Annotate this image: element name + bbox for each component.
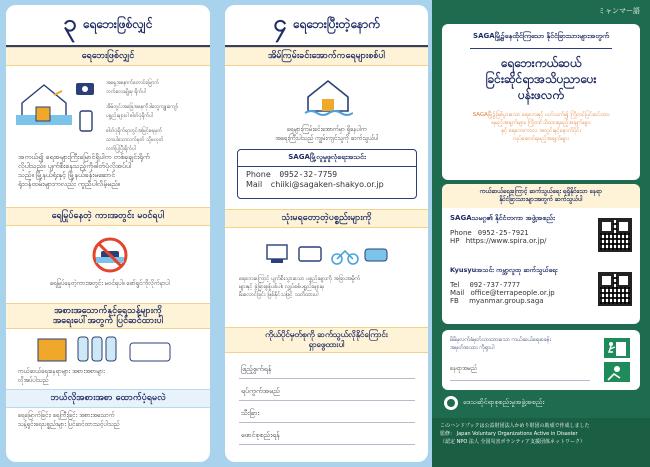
photo-tip-3: ဓါတ်ပုံရိုက်ရာတွင်အမြင့်ရေမှတ် သားပါသောလက်မှတ် သို့မဟုတ် လက်ပြပြီးရိုက်ပါ — [106, 128, 164, 152]
photo-tip-2: အိမ်တွင်းအခြေအနေကိုဒါတွေကျူးကျော် ပစ္စည်းများပါ ဓါတ်ပုံရိုက်ပါ — [106, 104, 179, 119]
org2-mail-label: Mail — [450, 289, 465, 297]
issuer-name: ဒေသဆိုင်ရာစုစည်းမှုအဖွဲ့အစည်း — [463, 398, 545, 406]
contacts-card — [442, 184, 640, 324]
panel2-title: ရေဘေးပြီးတဲ့နောက် — [292, 17, 380, 31]
contact-phone-label: Phone — [246, 170, 271, 179]
flooded-house-illustration — [14, 75, 74, 130]
org2-fb-label: FB — [450, 297, 459, 305]
panel1-header — [6, 5, 210, 47]
panel2-header — [225, 5, 428, 47]
notes-field-2[interactable] — [239, 381, 415, 403]
org2-fb-row — [450, 297, 590, 305]
notes-field-4-label: ဖောင်စုစည်းရန် — [241, 431, 280, 439]
panel1-section-heading-1: ရေဘေးဖြစ်လျှင် — [6, 47, 210, 66]
notes-field-2-line — [239, 400, 415, 401]
panel1-section-heading-4: ဘယ်လိုအစားအစာ ထောက်ပံ့ရမလဲ — [6, 389, 210, 408]
org2-tel[interactable]: 092-737-7777 — [469, 281, 521, 289]
org1-phone[interactable]: 0952-25-7921 — [477, 229, 529, 237]
contact-mail-value[interactable]: chiiki@sagaken-shakyo.or.jp — [270, 180, 384, 189]
notes-field-1-label: ဖြည့်စွက်ရန် — [241, 365, 272, 373]
panel-after-flood — [225, 5, 428, 462]
contact-mail-label: Mail — [246, 180, 263, 189]
personal-notes-fields — [239, 359, 415, 447]
notes-field-3[interactable] — [239, 403, 415, 425]
emergency-exit-icon — [602, 336, 632, 384]
contact-phone-row — [238, 167, 416, 179]
org1-block — [450, 214, 590, 245]
cover-main-title: ရေဘေးကယ်ဆယ် ခြင်းဆိုင်ရာအသိပညာပေး ပန်းဖလက် — [485, 56, 597, 102]
damaged-goods-icons — [265, 241, 389, 267]
footer-supervisor-en: Japan Voluntary Organizations Active in Disaster — [456, 431, 578, 437]
panel2-section-heading-2: သုံးမရတော့တဲ့ပစ္စည်းများကို — [225, 209, 428, 228]
panel2-section-heading-1: အိမ်ကြမ်းခင်းအောက်ကရေများစစ်ပါ — [225, 47, 428, 66]
panel1-section-heading-2: ရေမြုပ်နေတဲ့ ကားအတွင်း မဝင်ရပါ — [6, 207, 210, 226]
contact-box-title: SAGAမြို့လူမှုဖူလုံရေးအသင်း — [238, 150, 416, 167]
cover-divider — [470, 48, 612, 49]
org1-phone-label: Phone — [450, 229, 472, 237]
no-car-in-water-icon — [92, 237, 128, 273]
evacuation-field-line — [450, 380, 590, 381]
org1-hp-row — [450, 237, 590, 245]
panel1-section-heading-3: အစားအသောက်နှင့်ရေသန့်များကို အရေးပေါ်အတွက် ပြင်ဆင်ထားပါ — [6, 303, 210, 329]
panel1-number: ၃ — [63, 8, 77, 37]
notes-field-3-line — [239, 422, 415, 423]
org1-hp-label: HP — [450, 237, 460, 245]
contact-mail-row — [238, 179, 416, 189]
panel2-section-heading-3: ကိုယ်ပိုင်မှတ်စုကို ဆက်သွယ်လိုနိုင်ကြောင်း ရှာဖွေထားပါ — [225, 327, 428, 353]
org1-qr-code[interactable] — [598, 218, 632, 252]
emergency-supplies-illustration — [34, 333, 184, 365]
footer-supervisor-jp: （認定 NPO 法人 全国災害ボランティア支援団体ネットワーク） — [440, 439, 586, 445]
contact-phone-value[interactable]: 0952-32-7759 — [279, 170, 338, 179]
panel1-section3-text: ကယ်ဆယ်ရေးနေရာများ အစားအစာများ လိုအပ်ပါသည် — [18, 368, 105, 384]
evacuation-note-card — [442, 330, 640, 390]
house-floor-check-illustration — [303, 77, 353, 117]
panel2-section2-text: ရေဘေးကြောင့် ပျက်စီးသွားသော ပစ္စည်းများကို အခြားအမှိုက် များနှင့် ခွဲခြားစွန့်ပစ်ပါ။ လျှပ်စစ်ပစ္စည်းများမှ မီးလောင်ခြင်း ဖြစ်နိုင်သဖြင့် သတိထားပါ — [239, 276, 361, 298]
cover-subtitle: SAGAမြို့၌ဖြစ်ပွားသော ရေဘေးနှင့် ပတ်သက်၍ ကြိုတင်ပြင်ဆင်ထား ရမည့်အချက်များ၊ ကြိုတင်သိထားရမည့်အချက်များ နှင့် ရေဘေးကာလ အတွင်းနှင့်နောက်ပိုင်း လုပ်ဆောင်ရမည့်အချက်များ — [472, 112, 610, 142]
notes-field-4-line — [239, 444, 415, 445]
panel-during-flood — [6, 5, 210, 462]
panel2-number: ၄ — [273, 8, 287, 37]
photo-tips-list — [106, 79, 206, 154]
org1-hp[interactable]: https://www.spira.or.jp/ — [465, 237, 547, 245]
org2-tel-label: Tel — [450, 281, 460, 289]
org2-name: Kyusyuအသင်း ကမ္ဘာ့လူထု ဆက်သွယ်ရေး — [450, 266, 558, 274]
footer-supervisor-row — [440, 430, 642, 438]
language-tag: ミャンマー語 — [594, 4, 644, 18]
panel1-section2-text: ရေမြုပ်နေတဲ့ကားအတွင်း မဝင်ရပါ။ ဖော်ရွင်ကိုလိုက်နာပါ — [50, 280, 170, 287]
camera-phone-icons — [74, 81, 102, 135]
photo-tip-1: အရှေ့အနောက်တောင်မြောက် ဘက်လေးမျိုးမှ ရိုက်ပါ — [106, 80, 159, 95]
evacuation-field-label: နေရာအမည် — [450, 365, 478, 372]
org2-block — [450, 266, 590, 305]
cover-intro: SAGAမြို့၌နေထိုင်ကြသော နိုင်ငံခြားသားများအတွက် — [473, 32, 609, 40]
panel1-title: ရေဘေးဖြစ်လျှင် — [82, 17, 153, 31]
cover-title-card — [442, 24, 640, 180]
panel1-section4-text: ရေမြောက်ခြင်း၊ ရေကြီးခြင်း အစားအသောက် သန့်ရှင်းရေးပစ္စည်းများ ပြင်ဆင်ထားသင့်ပါသည် — [18, 412, 120, 428]
issuer-row — [444, 396, 544, 410]
org2-tel-row — [450, 281, 590, 289]
issuer-logo-icon — [444, 396, 458, 410]
contacts-alert-title: ကယ်ဆယ်ရေးကြောင့် ဆက်သွယ်ရေး ရရှိနိုင်သော နေရာ နိုင်ငံခြားသားများအတွက် ဆက်သွယ်ပါ — [442, 184, 640, 208]
org1-name: SAGAသမဂ္ဂ၏ နိုင်ငံတကာ အဖွဲ့အစည်း — [450, 214, 555, 222]
footer-supervisor-label: 監修： — [440, 431, 456, 437]
panel2-section1-text: ရေများကြမ်းခင်းအောက်မှာ ရှိနေပါက အရေးကြီးပါသည် ကျွမ်းကျင်သူကို ဆက်သွယ်ပါ — [275, 126, 379, 142]
cover-footer — [432, 418, 650, 467]
org2-qr-code[interactable] — [598, 272, 632, 306]
org2-mail-row — [450, 289, 590, 297]
panel1-section1-text: အကယ်၍ ရေအများကြီးမြောင်ရှိပါက တစ်ခုချင်းရိုက် လိုပါသည်။ ပျက်စီးနေသည့်ကိုဓါတ်ပုံလိုအပ်ပါ သည်။ မြို့နယ်ရုံးနှင့် မြို့နယ်ခန်းမဆောင် ရုံးဝန်ထမ်းများကလည်း ကူညီပါလိမ့်မည်။ — [18, 153, 150, 188]
org2-mail[interactable]: office@terrapeople.or.jp — [470, 289, 555, 297]
saga-welfare-contact-box — [237, 149, 417, 199]
notes-field-2-label: ရပ်ကွက်အမည် — [241, 387, 280, 395]
panel-cover — [432, 0, 650, 467]
org1-phone-row — [450, 229, 590, 237]
org2-fb[interactable]: myanmar.group.saga — [469, 297, 544, 305]
footer-jp-note: このハンドブックは公益財団法人かめり財団の助成で作成しました — [440, 423, 590, 429]
notes-field-3-label: သီးခြား — [241, 409, 260, 417]
evacuation-note-title: မိမိမှလက်ခံမှတ်သားထားသော ကယ်ဆယ်ရေးစခန်း အမှတ်အသား ကိုရှာပါ — [450, 337, 551, 351]
notes-field-1[interactable] — [239, 359, 415, 381]
notes-field-4[interactable] — [239, 425, 415, 447]
notes-field-1-line — [239, 378, 415, 379]
